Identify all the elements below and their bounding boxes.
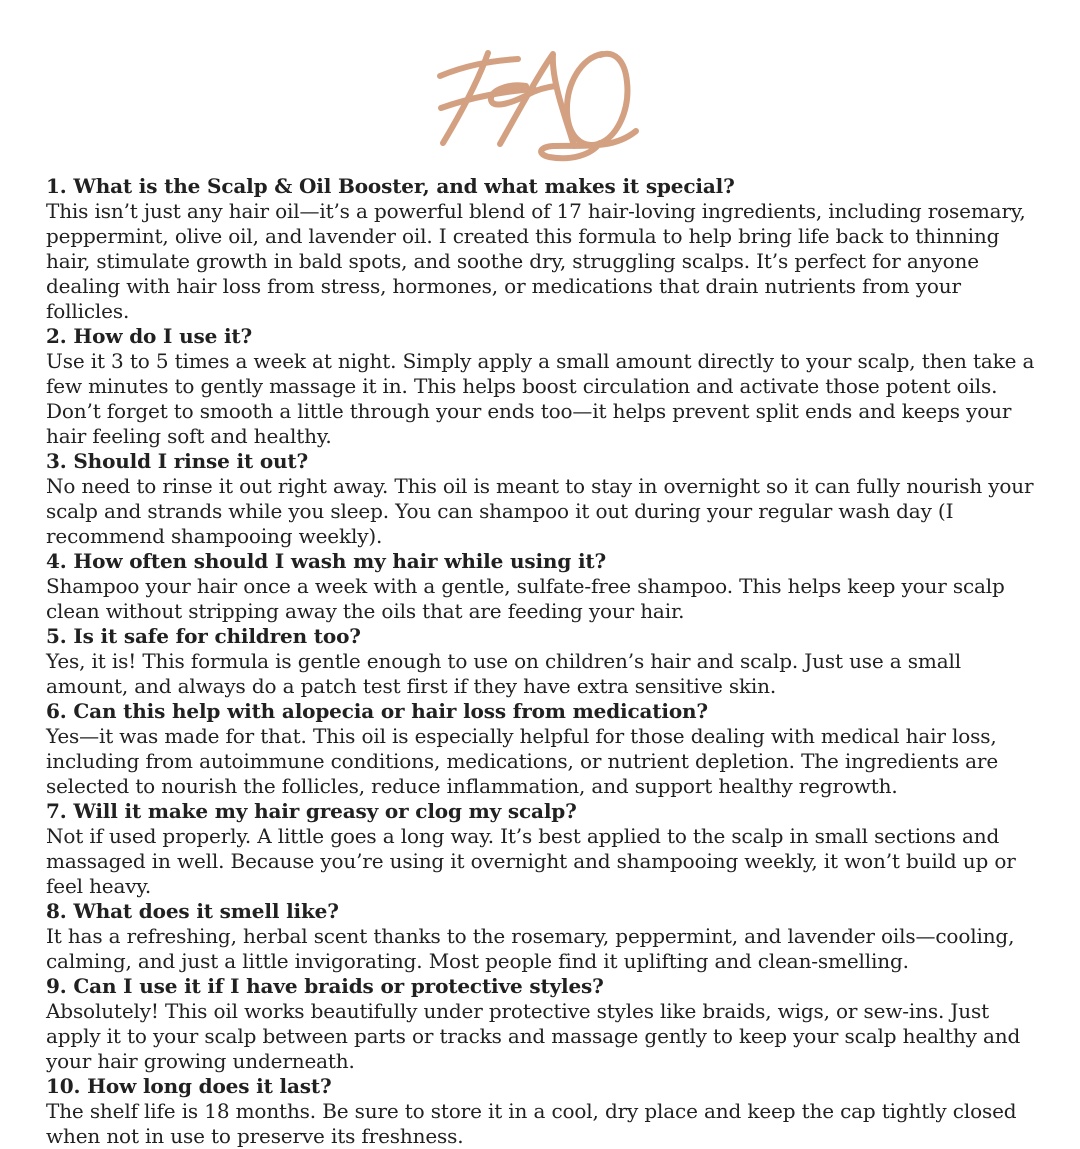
faq-title-script (430, 42, 650, 168)
faq-answer: Yes—it was made for that. This oil is especially helpful for those dealing with medical hair loss, including from autoimmune conditions, medications, or nutrient depletion. The ingredients are selected to nourish the follicles, reduce inflammation, and support healthy regrowth. (46, 724, 999, 798)
faq-answer: Use it 3 to 5 times a week at night. Simply apply a small amount directly to your scalp, then take a few minutes to gently massage it in. This helps boost circulation and activate those potent oils. Don’t forget to smooth a little through your ends too—it helps prevent split ends and keeps your hair feeling soft and healthy. (46, 349, 1035, 448)
faq-question: 6. Can this help with alopecia or hair loss from medication? (46, 699, 708, 723)
faq-question: 4. How often should I wash my hair while using it? (46, 549, 607, 573)
faq-question: 7. Will it make my hair greasy or clog my scalp? (46, 799, 577, 823)
faq-question: 9. Can I use it if I have braids or protective styles? (46, 974, 604, 998)
faq-question: 1. What is the Scalp & Oil Booster, and what makes it special? (46, 174, 735, 198)
page-header (0, 42, 1080, 168)
faq-question: 8. What does it smell like? (46, 899, 339, 923)
faq-item-8 (46, 899, 1036, 974)
faq-title-strokes (440, 53, 636, 158)
faq-item-3 (46, 449, 1036, 549)
faq-answer: No need to rinse it out right away. This oil is meant to stay in overnight so it can fully nourish your scalp and strands while you sleep. You can shampoo it out during your regular wash day (I recommend shampooing weekly). (46, 474, 1034, 548)
faq-answer: The shelf life is 18 months. Be sure to store it in a cool, dry place and keep the cap tightly closed when not in use to preserve its freshness. (46, 1099, 1017, 1148)
faq-question: 10. How long does it last? (46, 1074, 332, 1098)
faq-item-6 (46, 699, 1036, 799)
faq-item-4 (46, 549, 1036, 624)
faq-question: 5. Is it safe for children too? (46, 624, 361, 648)
faq-item-7 (46, 799, 1036, 899)
faq-answer: Absolutely! This oil works beautifully under protective styles like braids, wigs, or sew-ins. Just apply it to your scalp between parts or tracks and massage gently to keep your scalp healthy and your hair growing underneath. (46, 999, 1021, 1073)
faq-item-5 (46, 624, 1036, 699)
faq-answer: Not if used properly. A little goes a long way. It’s best applied to the scalp in small sections and massaged in well. Because you’re using it overnight and shampooing weekly, it won’t build up or feel heavy. (46, 824, 1016, 898)
faq-answer: It has a refreshing, herbal scent thanks to the rosemary, peppermint, and lavender oils—cooling, calming, and just a little invigorating. Most people find it uplifting and clean-smelling. (46, 924, 1015, 973)
faq-item-1 (46, 174, 1036, 324)
faq-answer: Yes, it is! This formula is gentle enough to use on children’s hair and scalp. Just use a small amount, and always do a patch test first if they have extra sensitive skin. (46, 649, 961, 698)
faq-list (46, 174, 1036, 1149)
faq-answer: Shampoo your hair once a week with a gentle, sulfate-free shampoo. This helps keep your scalp clean without stripping away the oils that are feeding your hair. (46, 574, 1005, 623)
faq-item-10 (46, 1074, 1036, 1149)
faq-answer: This isn’t just any hair oil—it’s a powerful blend of 17 hair-loving ingredients, including rosemary, peppermint, olive oil, and lavender oil. I created this formula to help bring life back to thinning hair, stimulate growth in bald spots, and soothe dry, struggling scalps. It’s perfect for anyone dealing with hair loss from stress, hormones, or medications that drain nutrients from your follicles. (46, 199, 1026, 323)
faq-item-2 (46, 324, 1036, 449)
faq-question: 3. Should I rinse it out? (46, 449, 309, 473)
faq-question: 2. How do I use it? (46, 324, 253, 348)
faq-item-9 (46, 974, 1036, 1074)
